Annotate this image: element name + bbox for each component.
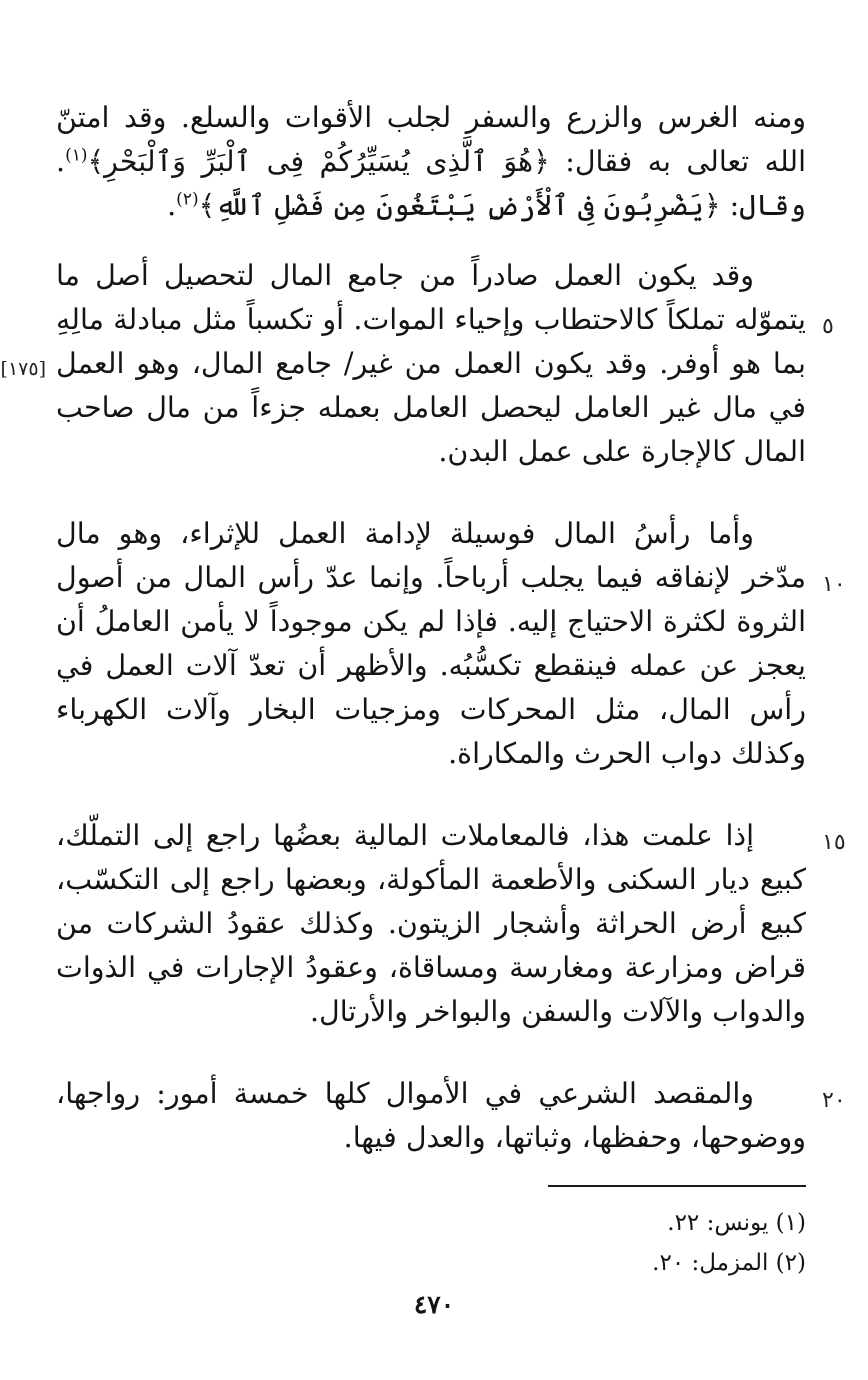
paragraph-5: والمقصد الشرعي في الأموال كلها خمسة أمور: رواجها، ووضوحها، وحفظها، وثباتها، والعدل فيها. — [56, 1077, 806, 1154]
paragraph-1-text: ومنه الغرس والزرع والسفر لجلب الأقوات والسلع. وقد امتنّ الله تعالى به فقال: ﴿هُوَ ٱلَّذِى يُسَيِّرُكُمْ فِى ٱلْبَرِّ وَٱلْبَحْرِ﴾ — [56, 101, 806, 178]
paragraph-2: وقد يكون العمل صادراً من جامع المال لتحصيل أصل ما يتموّله تملكاً كالاحتطاب وإحياء الموات. أو تكسباً مثل مبادلة مالِهِ بما هو أوفر. وقد يكون العمل من غير/ جامع المال، وهو العمل في مال غير العامل ليحصل العامل بعمله جزءاً من مال صاحب المال كالإجارة على عمل البدن. — [56, 259, 806, 468]
line-number-15: ١٥ — [822, 830, 846, 855]
paragraph-3: وأما رأسُ المال فوسيلة لإدامة العمل للإثراء، وهو مال مدّخر لإنفاقه فيما يجلب أرباحاً. وإنما عدّ رأس المال من أصول الثروة لكثرة الاحتياج إليه. فإذا لم يكن موجوداً لا يأمن العاملُ أن يعجز عن عمله فينقطع تكسُّبُه. والأظهر أن تعدّ آلات العمل في رأس المال، مثل المحركات ومزجيات البخار وآلات الكهرباء وكذلك دواب الحرث والمكاراة. — [56, 517, 806, 770]
line-number-20: ٢٠ — [822, 1088, 846, 1113]
footnote-2: (٢) المزمل: ٢٠. — [652, 1250, 806, 1276]
footnote-1: (١) يونس: ٢٢. — [667, 1210, 806, 1236]
footnote-separator — [548, 1185, 806, 1187]
margin-page-ref: [١٧٥] — [0, 358, 46, 380]
paragraph-4: إذا علمت هذا، فالمعاملات المالية بعضُها راجع إلى التملّك، كبيع ديار السكنى والأطعمة المأكولة، وبعضها راجع إلى التكسّب، كبيع أرض الحراثة وأشجار الزيتون. وكذلك عقودُ الشركات من قراض ومزارعة ومغارسة ومساقاة، وعقودُ الإجارات في الذوات والدواب والآلات والسفن والبواخر والأرتال. — [56, 819, 806, 1028]
line-number-10: ١٠ — [822, 572, 846, 597]
footnote-ref-1[interactable]: (١) — [65, 145, 88, 166]
paragraph-1-text-2: . وقال: ﴿يَضْرِبُونَ فِى ٱلْأَرْضِ يَبْتَغُونَ مِن فَضْلِ ٱللَّهِ﴾ — [56, 145, 806, 222]
page-number: ٤٧٠ — [413, 1290, 455, 1319]
paragraph-1-text-3: . — [167, 189, 177, 222]
footnote-ref-2[interactable]: (٢) — [176, 189, 199, 210]
paragraph-1 — [56, 96, 806, 228]
line-number-5: ٥ — [822, 314, 834, 339]
